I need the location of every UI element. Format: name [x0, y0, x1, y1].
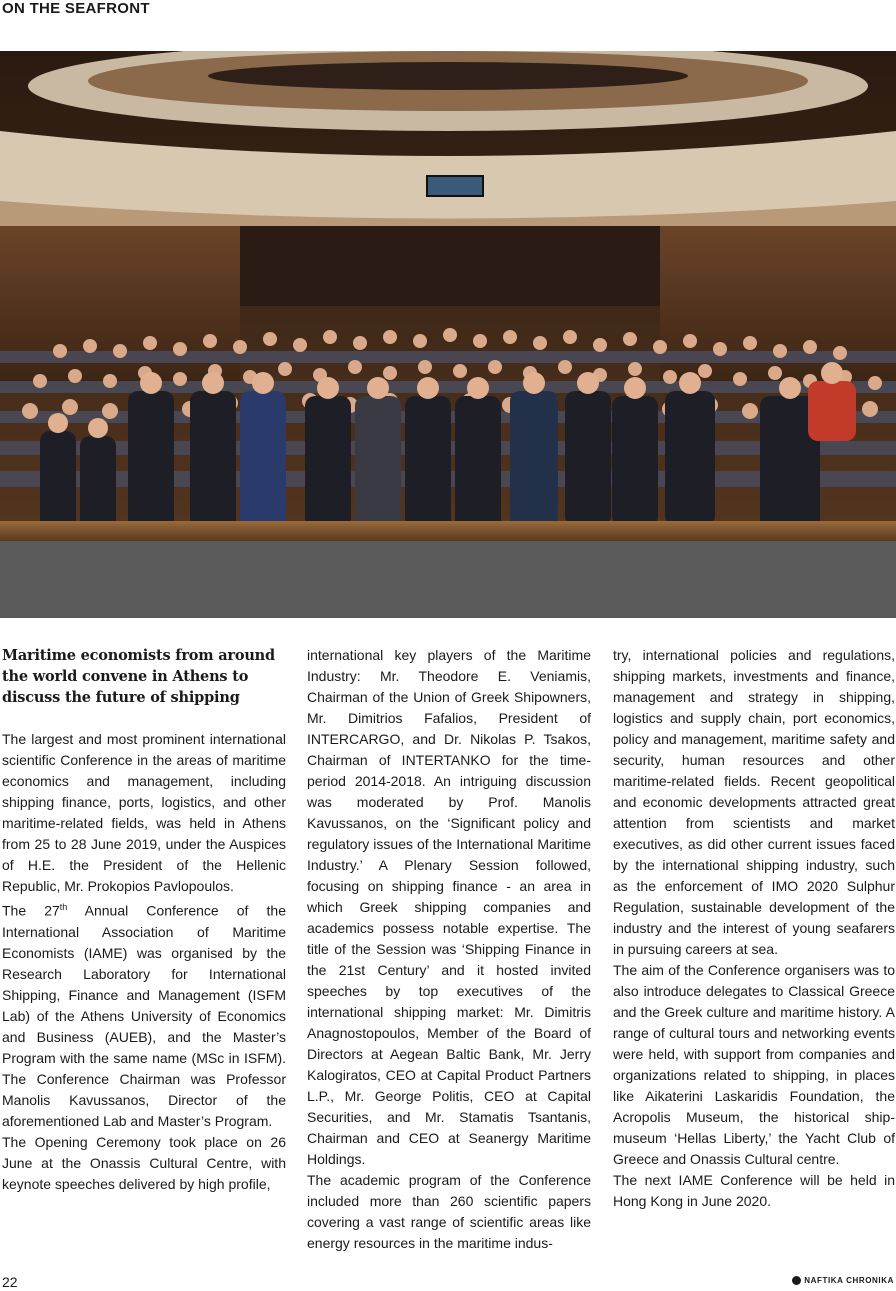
publication-brand — [792, 1276, 894, 1285]
paragraph: The next IAME Conference will be held in Hong Kong in June 2020. — [613, 1172, 895, 1209]
section-label: ON THE SEAFRONT — [2, 0, 150, 17]
paragraph-text: The 27 — [2, 902, 60, 919]
paragraph: international key players of the Maritime Industry: Mr. Theodore E. Veniamis, Chairman of the Union of Greek Shipowners, Mr. Dimitrios Fafalios, President of INTERCARGO, and Dr. Nikolas P. Tsakos, Chairman of INTERTANKO for the time-period 2014-2018. An intriguing discussion was moderated by Prof. Manolis Kavussanos, on the ‘Significant policy and regulatory issues of the International Maritime Industry.’ A Plenary Session followed, focusing on shipping finance - an area in which Greek shipping companies and academics possess notable expertise. The title of the Session was ‘Shipping Finance in the 21st Century’ and it hosted invited speeches by top executives of the international shipping market: Mr. Dimitris Anagnostopoulos, Member of the Board of Directors at Aegean Baltic Bank, Mr. Jerry Kalogiratos, CEO at Capital Product Partners L.P., Mr. George Politis, CEO at Capital Securities, and Mr. Stamatis Tsantanis, Chairman and CEO at Seanergy Maritime Holdings. — [307, 647, 591, 1167]
screen — [427, 176, 483, 196]
article-column-1 — [2, 645, 286, 1195]
article-column-2 — [307, 645, 591, 1254]
auditorium-illustration — [0, 51, 896, 618]
page-number: 22 — [2, 1274, 18, 1290]
brand-name: NAFTIKA CHRONIKA — [804, 1276, 894, 1285]
paragraph: try, international policies and regulations, shipping markets, investments and finance, management and strategy in shipping, logistics and supply chain, port economics, policy and management, maritime safety and security, human resources and other maritime-related fields. Recent geopolitical and economic developments attracted great attention from scientists and market executives, as did other current issues faced by the international shipping industry, such as the enforcement of IMO 2020 Sulphur Regulation, sustainable development of the industry and the interest of young seafarers in pursuing careers at sea. — [613, 647, 895, 957]
paragraph — [2, 897, 286, 1132]
stage-front — [0, 541, 896, 618]
article-column-3 — [613, 645, 895, 1212]
paragraph: The Opening Ceremony took place on 26 June at the Onassis Cultural Centre, with keynote speeches delivered by high profile, — [2, 1133, 286, 1192]
brand-logo-icon — [792, 1276, 801, 1285]
paragraph: The aim of the Conference organisers was to also introduce delegates to Classical Greece and the Greek culture and maritime history. A range of cultural tours and networking events were held, with support from companies and organizations related to shipping, in places like Aikaterini Laskaridis Foundation, the Acropolis Museum, the historical ship-museum ‘Hellas Liberty,’ the Yacht Club of Greece and Onassis Cultural centre. — [613, 962, 895, 1167]
stage-floor — [0, 521, 896, 541]
ordinal-suffix: th — [59, 902, 68, 912]
paragraph: The academic program of the Conference included more than 260 scientific papers covering a vast range of scientific areas like energy resources in the maritime indus- — [307, 1172, 591, 1251]
article-headline: Maritime economists from around the world convene in Athens to discuss the future of shipping — [2, 647, 275, 706]
paragraph: The largest and most prominent international scientific Conference in the areas of maritime economics and management, including shipping finance, ports, logistics, and other maritime-related fields, was held in Athens from 25 to 28 June 2019, under the Auspices of H.E. the President of the Hellenic Republic, Mr. Prokopios Pavlopoulos. — [2, 731, 286, 894]
group-photo — [0, 51, 896, 618]
paragraph-text: Annual Conference of the International Association of Maritime Economists (IAME) was organised by the Research Laboratory for International Shipping, Finance and Management (ISFM Lab) of the Athens University of Economics and Business (AUEB), and the Master’s Program with the same name (MSc in ISFM). The Conference Chairman was Professor Manolis Kavussanos, Director of the aforementioned Lab and Master’s Program. — [2, 902, 286, 1129]
